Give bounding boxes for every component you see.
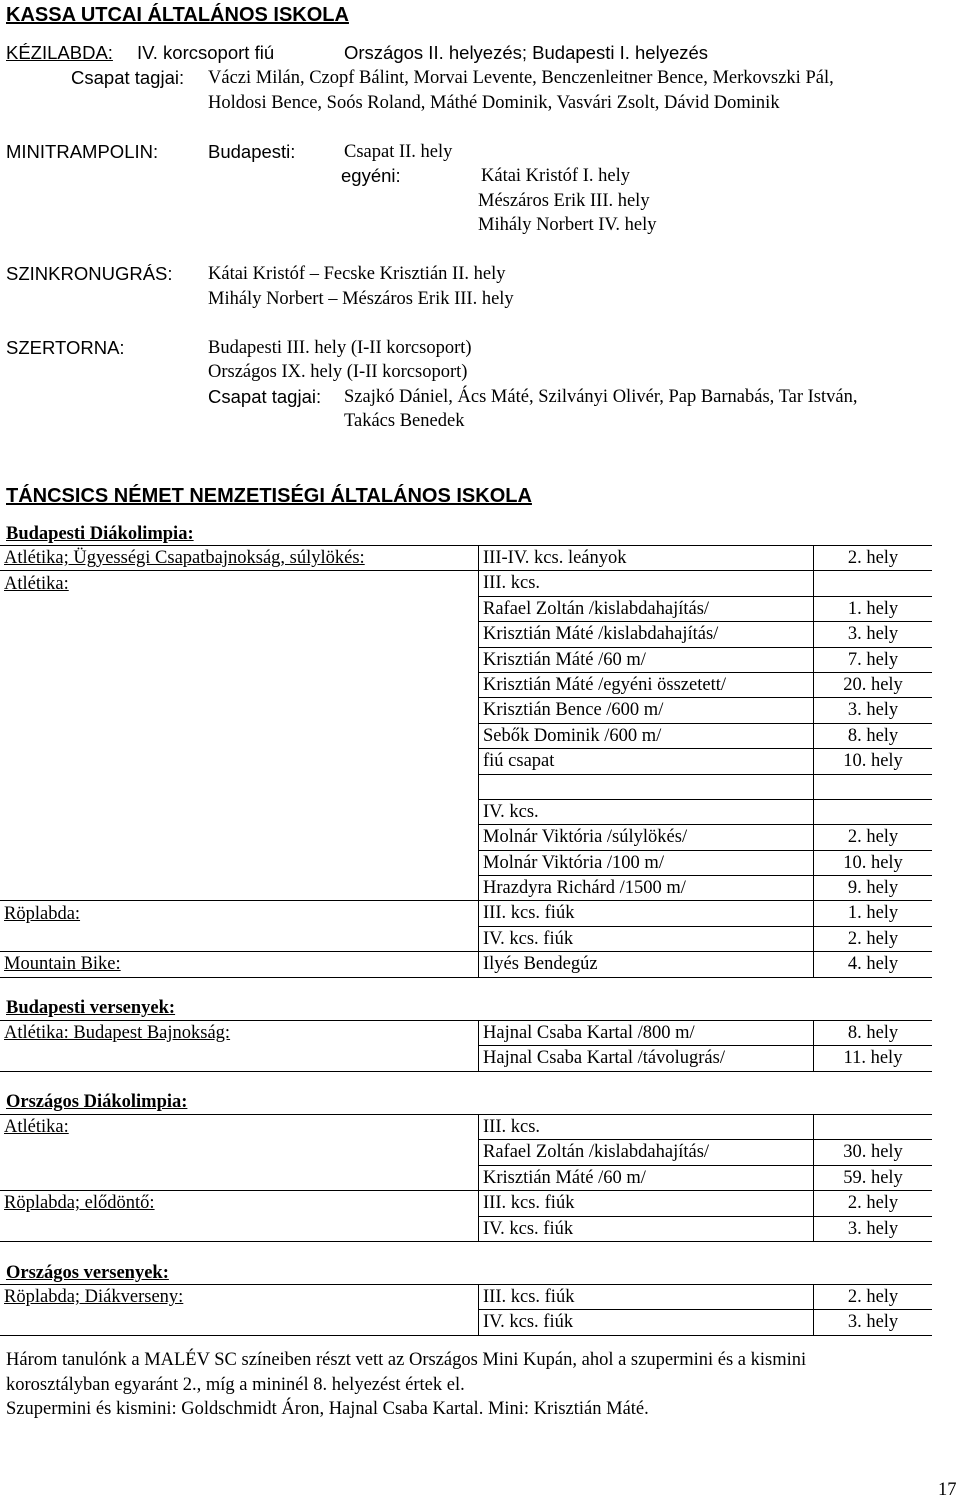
event-cell xyxy=(479,774,814,799)
category-cell xyxy=(0,1310,479,1335)
place-cell xyxy=(814,571,933,596)
place-cell: 8. hely xyxy=(814,723,933,748)
event-cell: Ilyés Bendegúz xyxy=(479,952,814,977)
event-cell: Hrazdyra Richárd /1500 m/ xyxy=(479,876,814,901)
category-cell xyxy=(0,926,479,951)
table-row xyxy=(0,876,932,901)
category-cell xyxy=(0,1216,479,1241)
place-cell xyxy=(814,799,933,824)
category-cell xyxy=(0,1140,479,1165)
minitrampolin-individual-3: Mihály Norbert IV. hely xyxy=(478,215,657,235)
paragraph-line-3: Szupermini és kismini: Goldschmidt Áron, Hajnal Csaba Kartal. Mini: Krisztián Máté. xyxy=(6,1399,649,1419)
category-cell xyxy=(0,774,479,799)
table-row xyxy=(0,1046,932,1071)
table-row xyxy=(0,723,932,748)
szertorna-team-label: Csapat tagjai: xyxy=(208,386,322,407)
table-row xyxy=(0,926,932,951)
category-cell: Röplabda: xyxy=(0,901,479,926)
place-cell: 3. hely xyxy=(814,1216,933,1241)
table-row xyxy=(0,1115,932,1140)
table-row xyxy=(0,901,932,926)
kezilabda-result: Országos II. helyezés; Budapesti I. helyezés xyxy=(344,42,709,63)
szertorna-team-line-2: Takács Benedek xyxy=(344,411,465,431)
table-row xyxy=(0,1140,932,1165)
event-cell: III. kcs. fiúk xyxy=(479,1191,814,1216)
table-row xyxy=(0,647,932,672)
page-number: 17 xyxy=(938,1480,957,1500)
szertorna-line-2: Országos IX. hely (I-II korcsoport) xyxy=(208,362,468,382)
szertorna-label: SZERTORNA: xyxy=(6,337,125,358)
table-row xyxy=(0,1021,932,1046)
event-cell: Molnár Viktória /100 m/ xyxy=(479,850,814,875)
minitrampolin-individual-2: Mészáros Erik III. hely xyxy=(478,191,650,211)
kezilabda-group: IV. korcsoport fiú xyxy=(137,42,275,63)
place-cell: 59. hely xyxy=(814,1165,933,1190)
category-cell xyxy=(0,647,479,672)
event-cell: Krisztián Máté /egyéni összetett/ xyxy=(479,672,814,697)
place-cell: 4. hely xyxy=(814,952,933,977)
place-cell: 3. hely xyxy=(814,698,933,723)
event-cell: Sebők Dominik /600 m/ xyxy=(479,723,814,748)
minitrampolin-team: Csapat II. hely xyxy=(344,142,453,162)
table-row xyxy=(0,1216,932,1241)
category-cell xyxy=(0,1046,479,1071)
category-cell: Atlétika: xyxy=(0,1115,479,1140)
category-cell xyxy=(0,1165,479,1190)
event-cell: Rafael Zoltán /kislabdahajítás/ xyxy=(479,596,814,621)
place-cell: 30. hely xyxy=(814,1140,933,1165)
category-cell: Atlétika; Ügyességi Csapatbajnokság, súlylökés: xyxy=(0,546,479,571)
event-cell: III. kcs. xyxy=(479,1115,814,1140)
table-row xyxy=(0,825,932,850)
category-cell xyxy=(0,596,479,621)
table-row xyxy=(0,698,932,723)
place-cell xyxy=(814,774,933,799)
results-table-budapesti-diakolimpia xyxy=(0,545,932,978)
event-cell: IV. kcs. xyxy=(479,799,814,824)
event-cell: III-IV. kcs. leányok xyxy=(479,546,814,571)
event-cell: Krisztián Máté /60 m/ xyxy=(479,647,814,672)
place-cell: 2. hely xyxy=(814,926,933,951)
category-cell: Atlétika: Budapest Bajnokság: xyxy=(0,1021,479,1046)
table-row xyxy=(0,571,932,596)
szinkronugras-line-1: Kátai Kristóf – Fecske Krisztián II. hely xyxy=(208,264,506,284)
category-cell xyxy=(0,723,479,748)
table-row xyxy=(0,546,932,571)
table-row xyxy=(0,596,932,621)
place-cell: 9. hely xyxy=(814,876,933,901)
team-line-2: Holdosi Bence, Soós Roland, Máthé Dominik, Vasvári Zsolt, Dávid Dominik xyxy=(208,93,780,113)
event-cell: IV. kcs. fiúk xyxy=(479,1310,814,1335)
minitrampolin-individual-1: Kátai Kristóf I. hely xyxy=(481,166,630,186)
school-title-kassa: KASSA UTCAI ÁLTALÁNOS ISKOLA xyxy=(6,4,349,26)
place-cell: 3. hely xyxy=(814,622,933,647)
event-cell: IV. kcs. fiúk xyxy=(479,926,814,951)
table-row xyxy=(0,672,932,697)
event-cell: Hajnal Csaba Kartal /távolugrás/ xyxy=(479,1046,814,1071)
category-cell xyxy=(0,749,479,774)
table-row xyxy=(0,749,932,774)
category-cell: Atlétika: xyxy=(0,571,479,596)
place-cell: 3. hely xyxy=(814,1310,933,1335)
table-row xyxy=(0,850,932,875)
category-cell xyxy=(0,850,479,875)
team-line-1: Váczi Milán, Czopf Bálint, Morvai Levente, Benczenleitner Bence, Merkovszki Pál, xyxy=(208,68,834,88)
minitrampolin-individual-label: egyéni: xyxy=(341,165,401,186)
category-cell: Röplabda; elődöntő: xyxy=(0,1191,479,1216)
table-row xyxy=(0,1191,932,1216)
event-cell: Krisztián Máté /60 m/ xyxy=(479,1165,814,1190)
table-row xyxy=(0,799,932,824)
section-heading-budapesti-versenyek: Budapesti versenyek: xyxy=(6,998,176,1018)
event-cell: Krisztián Bence /600 m/ xyxy=(479,698,814,723)
event-cell: IV. kcs. fiúk xyxy=(479,1216,814,1241)
event-cell: Molnár Viktória /súlylökés/ xyxy=(479,825,814,850)
school-title-tancsics: TÁNCSICS NÉMET NEMZETISÉGI ÁLTALÁNOS ISKOLA xyxy=(6,485,532,507)
place-cell: 1. hely xyxy=(814,901,933,926)
table-row xyxy=(0,1310,932,1335)
kezilabda-label: KÉZILABDA: xyxy=(6,42,113,63)
category-cell xyxy=(0,622,479,647)
section-heading-budapesti-diakolimpia: Budapesti Diákolimpia: xyxy=(6,524,194,544)
place-cell: 2. hely xyxy=(814,1285,933,1310)
table-row xyxy=(0,1285,932,1310)
place-cell: 2. hely xyxy=(814,546,933,571)
table-row xyxy=(0,952,932,977)
szertorna-team-line-1: Szajkó Dániel, Ács Máté, Szilványi Olivér, Pap Barnabás, Tar István, xyxy=(344,387,858,407)
place-cell xyxy=(814,1115,933,1140)
results-table-orszagos-diakolimpia xyxy=(0,1114,932,1242)
event-cell: III. kcs. fiúk xyxy=(479,901,814,926)
category-cell: Röplabda; Diákverseny: xyxy=(0,1285,479,1310)
section-heading-orszagos-diakolimpia: Országos Diákolimpia: xyxy=(6,1092,188,1112)
category-cell xyxy=(0,876,479,901)
place-cell: 1. hely xyxy=(814,596,933,621)
category-cell xyxy=(0,825,479,850)
paragraph-line-2: korosztályban egyaránt 2., míg a mininél 8. helyezést értek el. xyxy=(6,1375,465,1395)
szinkronugras-label: SZINKRONUGRÁS: xyxy=(6,263,173,284)
table-row xyxy=(0,1165,932,1190)
place-cell: 11. hely xyxy=(814,1046,933,1071)
results-table-orszagos-versenyek xyxy=(0,1284,932,1336)
minitrampolin-label: MINITRAMPOLIN: xyxy=(6,141,159,162)
event-cell: fiú csapat xyxy=(479,749,814,774)
event-cell: Krisztián Máté /kislabdahajítás/ xyxy=(479,622,814,647)
team-label: Csapat tagjai: xyxy=(71,67,185,88)
table-row xyxy=(0,622,932,647)
category-cell xyxy=(0,672,479,697)
table-row xyxy=(0,774,932,799)
place-cell: 20. hely xyxy=(814,672,933,697)
event-cell: Rafael Zoltán /kislabdahajítás/ xyxy=(479,1140,814,1165)
results-table-budapesti-versenyek xyxy=(0,1020,932,1072)
paragraph-line-1: Három tanulónk a MALÉV SC színeiben részt vett az Országos Mini Kupán, ahol a szupermini és a kismini xyxy=(6,1350,807,1370)
szinkronugras-line-2: Mihály Norbert – Mészáros Erik III. hely xyxy=(208,289,514,309)
place-cell: 2. hely xyxy=(814,1191,933,1216)
place-cell: 2. hely xyxy=(814,825,933,850)
section-heading-orszagos-versenyek: Országos versenyek: xyxy=(6,1263,169,1283)
place-cell: 7. hely xyxy=(814,647,933,672)
event-cell: III. kcs. xyxy=(479,571,814,596)
szertorna-line-1: Budapesti III. hely (I-II korcsoport) xyxy=(208,338,472,358)
event-cell: Hajnal Csaba Kartal /800 m/ xyxy=(479,1021,814,1046)
event-cell: III. kcs. fiúk xyxy=(479,1285,814,1310)
minitrampolin-place: Budapesti: xyxy=(208,141,296,162)
category-cell xyxy=(0,698,479,723)
place-cell: 10. hely xyxy=(814,749,933,774)
category-cell xyxy=(0,799,479,824)
place-cell: 10. hely xyxy=(814,850,933,875)
place-cell: 8. hely xyxy=(814,1021,933,1046)
category-cell: Mountain Bike: xyxy=(0,952,479,977)
